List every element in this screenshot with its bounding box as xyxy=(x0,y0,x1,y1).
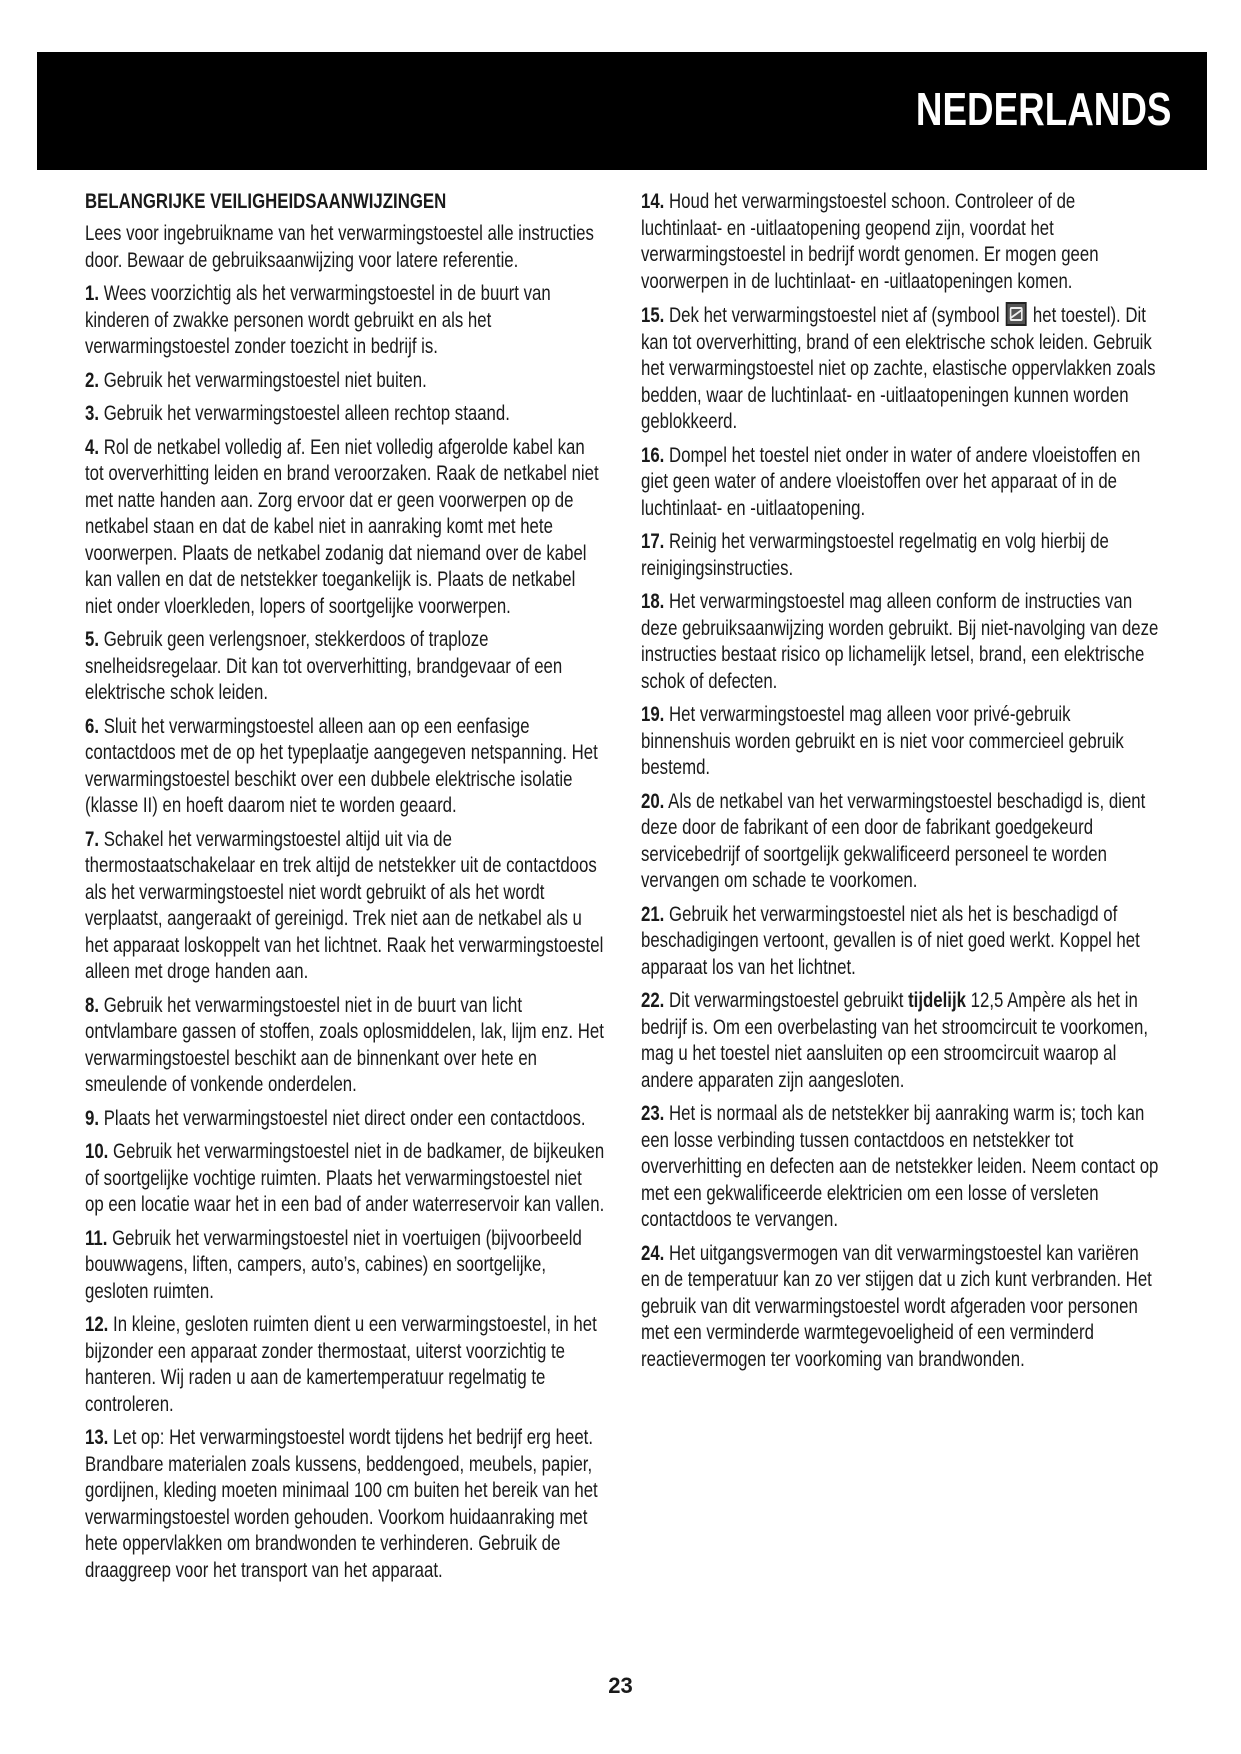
instruction-item: 11. Gebruik het verwarmingstoestel niet in voertuigen (bijvoorbeeld bouwwagens, liften, campers, auto’s, cabines) en soortgelijke, gesloten ruimten. xyxy=(85,1226,582,1303)
instruction-item: 10. Gebruik het verwarmingstoestel niet in de badkamer, de bijkeuken of soortgelijke vochtige ruimten. Plaats het verwarmingstoestel niet op een locatie waar het in een bad of ander waterreservoir kan vallen. xyxy=(85,1140,605,1216)
instruction-item: 23. Het is normaal als de netstekker bij aanraking warm is; toch kan een losse verbinding tussen contactdoos en netstekker tot oververhitting en defecten aan de netstekker leiden. Neem contact op met een gekwalificeerde elektricien om een losse of versleten contactdoos te vervangen. xyxy=(641,1102,1159,1231)
instruction-item: 17. Reinig het verwarmingstoestel regelmatig en volg hierbij de reinigingsinstructies. xyxy=(641,530,1109,580)
instruction-item: 12. In kleine, gesloten ruimten dient u een verwarmingstoestel, in het bijzonder een apparaat zonder thermostaat, uiterst voorzichtig te hanteren. Wij raden u aan de kamertemperatuur regelmatig te controleren. xyxy=(85,1313,597,1416)
instruction-item: 16. Dompel het toestel niet onder in water of andere vloeistoffen en giet geen water of andere vloeistoffen over het apparaat of in de luchtinlaat- en -uitlaatopening. xyxy=(641,443,1141,520)
header-band xyxy=(37,52,1207,170)
instruction-item: 4. Rol de netkabel volledig af. Een niet volledig afgerolde kabel kan tot oververhitting leiden en brand veroorzaken. Raak de netkabel niet met natte handen aan. Zorg ervoor dat er geen voorwerpen op de netkabel staan en dat de kabel niet in aanraking komt met hete voorwerpen. Plaats de netkabel zodanig dat niemand over de kabel kan vallen en dat de netstekker toegankelijk is. Plaats de netkabel niet onder vloerkleden, lopers of soortgelijke voorwerpen. xyxy=(85,435,599,618)
instruction-item: 15. Dek het verwarmingstoestel niet af (symbool het toestel). Dit kan tot oververhitting, brand of een elektrische schok leiden. Gebruik het verwarmingstoestel niet op zachte, elastische oppervlakken zoals bedden, waar de luchtinlaat- en -uitlaatopeningen kunnen worden geblokkeerd. xyxy=(641,304,1156,433)
instruction-item: 14. Houd het verwarmingstoestel schoon. Controleer of de luchtinlaat- en -uitlaatopening geopend zijn, voordat het verwarmingstoestel in bedrijf wordt genomen. Er mogen geen voorwerpen in de luchtinlaat- en -uitlaatopeningen komen. xyxy=(641,190,1099,293)
do-not-cover-symbol-icon xyxy=(1006,302,1027,326)
instruction-item: 8. Gebruik het verwarmingstoestel niet in de buurt van licht ontvlambare gassen of stoffen, zoals oplosmiddelen, lak, lijm enz. Het verwarmingstoestel beschikt aan de binnenkant over hete en smeulende of vonkende onderdelen. xyxy=(85,993,604,1096)
instruction-item: 7. Schakel het verwarmingstoestel altijd uit via de thermostaatschakelaar en trek altijd de netstekker uit de contactdoos als het verwarmingstoestel niet wordt gebruikt of als het wordt verplaatst, aangeraakt of gereinigd. Trek niet aan de netkabel als u het apparaat loskoppelt van het lichtnet. Raak het verwarmingstoestel alleen met droge handen aan. xyxy=(85,827,604,983)
instruction-item: 24. Het uitgangsvermogen van dit verwarmingstoestel kan variëren en de temperatuur kan zo ver stijgen dat u zich kunt verbranden. Het gebruik van dit verwarmingstoestel wordt afgeraden voor personen met een verminderde warmtegevoeligheid of een verminderd reactievermogen ter voorkoming van brandwonden. xyxy=(641,1241,1152,1371)
intro-paragraph: Lees voor ingebruikname van het verwarmingstoestel alle instructies door. Bewaar de gebruiksaanwijzing voor latere referentie. xyxy=(85,222,594,272)
instruction-item: 1. Wees voorzichtig als het verwarmingstoestel in de buurt van kinderen of zwakke personen wordt gebruikt en als het verwarmingstoestel zonder toezicht in bedrijf is. xyxy=(85,282,551,358)
instruction-item: 21. Gebruik het verwarmingstoestel niet als het is beschadigd of beschadigingen vertoont, gevallen is of niet goed werkt. Koppel het apparaat los van het lichtnet. xyxy=(641,902,1140,979)
section-title: BELANGRIJKE VEILIGHEIDSAANWIJZINGEN xyxy=(85,190,447,213)
instruction-item: 6. Sluit het verwarmingstoestel alleen aan op een eenfasige contactdoos met de op het typeplaatje aangegeven netspanning. Het verwarmingstoestel beschikt over een dubbele elektrische isolatie (klasse II) en hoeft daarom niet te worden geaard. xyxy=(85,714,598,817)
instruction-item: 18. Het verwarmingstoestel mag alleen conform de instructies van deze gebruiksaanwijzing worden gebruikt. Bij niet-navolging van deze instructies bestaat risico op lichamelijk letsel, brand, een elektrische schok of defecten. xyxy=(641,590,1159,693)
page-number: 23 xyxy=(608,1673,633,1698)
instruction-item: 13. Let op: Het verwarmingstoestel wordt tijdens het bedrijf erg heet. Brandbare materialen zoals kussens, beddengoed, meubels, papier, gordijnen, kleding moeten minimaal 100 cm buiten het bereik van het verwarmingstoestel worden gehouden. Voorkom huidaanraking met hete oppervlakken om brandwonden te verhinderen. Gebruik de draaggreep voor het transport van het apparaat. xyxy=(85,1426,598,1582)
right-column xyxy=(641,189,1161,1380)
instruction-item: 3. Gebruik het verwarmingstoestel alleen rechtop staand. xyxy=(85,402,510,425)
language-title: NEDERLANDS xyxy=(915,83,1171,135)
instruction-item: 19. Het verwarmingstoestel mag alleen voor privé-gebruik binnenshuis worden gebruikt en is niet voor commercieel gebruik bestemd. xyxy=(641,703,1124,779)
instruction-item: 20. Als de netkabel van het verwarmingstoestel beschadigd is, dient deze door de fabrikant of een door de fabrikant goedgekeurd servicebedrijf of soortgelijk gekwalificeerd personeel te worden vervangen om schade te voorkomen. xyxy=(641,789,1146,892)
instruction-item: 5. Gebruik geen verlengsnoer, stekkerdoos of traploze snelheidsregelaar. Dit kan tot oververhitting, brandgevaar of een elektrische schok leiden. xyxy=(85,628,563,704)
instruction-item: 22. Dit verwarmingstoestel gebruikt tijdelijk 12,5 Ampère als het in bedrijf is. Om een overbelasting van het stroomcircuit te voorkomen, mag u het toestel niet aansluiten op een stroomcircuit waarop al andere apparaten zijn aangesloten. xyxy=(641,989,1149,1092)
instruction-item: 9. Plaats het verwarmingstoestel niet direct onder een contactdoos. xyxy=(85,1106,586,1130)
left-column xyxy=(85,189,605,1591)
instruction-item: 2. Gebruik het verwarmingstoestel niet buiten. xyxy=(85,368,427,392)
